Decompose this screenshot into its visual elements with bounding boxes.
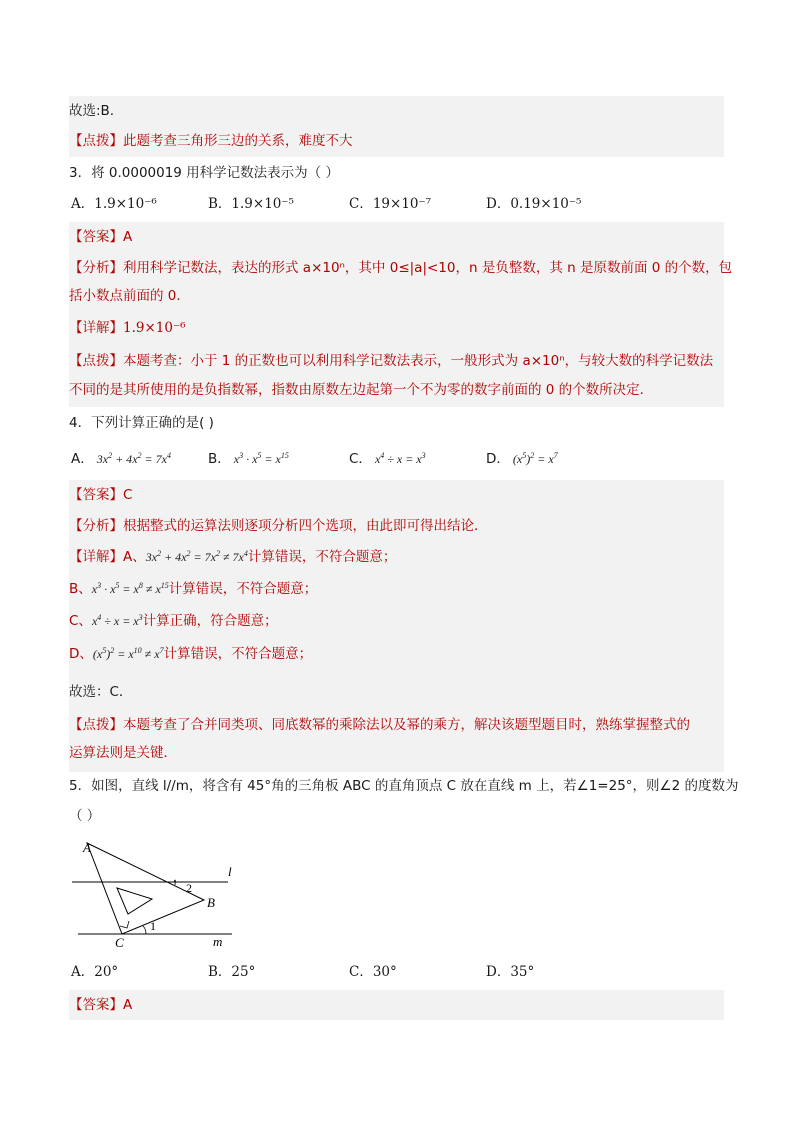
q4-guxuan: 故选：C．	[69, 684, 133, 700]
label-angle-2: 2	[186, 881, 192, 895]
q3-option-c: C．19×10⁻⁷	[349, 196, 432, 212]
q3-option-a: A．1.9×10⁻⁶	[71, 196, 157, 212]
q2-guxuan: 故选:B.	[69, 103, 115, 119]
detail-prefix: B、	[69, 581, 92, 597]
fenxi-text: 根据整式的运算法则逐项分析四个选项，由此即可得出结论．	[123, 518, 488, 534]
option-letter: C．	[349, 451, 372, 467]
detail-a-expr: $3x^2 + 4x^2 = 7x^2 \ne 7x^4$	[145, 549, 248, 564]
dianbo-text: 此题考查三角形三边的关系，难度不大	[123, 133, 353, 149]
q3-option-b: B．1.9×10⁻⁵	[208, 196, 294, 212]
solution-block-q4	[69, 480, 724, 772]
dianbo-tag: 【点拨】	[69, 133, 123, 149]
option-letter: B．	[208, 451, 231, 467]
answer-tag: 【答案】	[69, 997, 123, 1013]
q4-stem: 4．下列计算正确的是( )	[69, 415, 214, 431]
q2-dianbo	[69, 132, 724, 150]
answer-value: A	[123, 997, 133, 1013]
q3-fenxi-line2: 括小数点前面的 0.	[69, 288, 181, 304]
q4-detail-a	[69, 548, 724, 566]
q5-stem-line2: （ ）	[69, 808, 101, 824]
angle-1-arc	[143, 926, 146, 934]
detail-prefix: C、	[69, 613, 92, 629]
q4-option-a	[71, 450, 171, 468]
solution-block-q3	[69, 222, 733, 407]
q5-answer	[69, 996, 724, 1014]
fenxi-tag: 【分析】	[69, 260, 123, 276]
option-letter: A．	[71, 451, 94, 467]
q4-dianbo-line1	[69, 716, 724, 734]
answer-tag: 【答案】	[69, 229, 123, 245]
answer-value: C	[123, 487, 133, 503]
q3-option-d: D．0.19×10⁻⁵	[486, 196, 582, 212]
fenxi-tag: 【分析】	[69, 518, 123, 534]
detail-prefix: D、	[69, 646, 93, 662]
q5-option-d: D．35°	[486, 964, 535, 980]
q4-expr-c: $x^4 \div x = x^3$	[374, 451, 426, 466]
dianbo-tag: 【点拨】	[69, 717, 123, 733]
detail-b-expr: $x^3 \cdot x^5 = x^8 \ne x^{15}$	[91, 581, 169, 596]
q4-fenxi	[69, 517, 724, 535]
q4-detail-d	[69, 645, 724, 663]
label-angle-1: 1	[150, 919, 156, 933]
label-c: C	[115, 935, 124, 950]
q4-expr-b: $x^3 \cdot x^5 = x^{15}$	[233, 451, 289, 466]
label-l: l	[228, 864, 232, 879]
dianbo-text: 本题考查：小于 1 的正数也可以利用科学记数法表示，一般形式为 a×10ⁿ，与较大数的科学记数法	[123, 353, 714, 369]
fenxi-text: 利用科学记数法，表达的形式 a×10ⁿ，其中 0≤|a|<10，n 是负整数，其 n 是原数前面 0 的个数，包	[123, 260, 733, 276]
label-a: A	[83, 840, 91, 855]
label-b: B	[207, 895, 215, 910]
dianbo-text: 本题考查了合并同类项、同底数幂的乘除法以及幂的乘方，解决该题型题目时，熟练掌握整式的	[123, 717, 690, 733]
q4-dianbo-line2: 运算法则是关键．	[69, 745, 177, 761]
q3-answer	[69, 228, 724, 246]
angle-2-arc	[174, 880, 175, 885]
detail-suffix: 计算错误，不符合题意；	[168, 581, 318, 597]
detail-prefix: A、	[123, 549, 146, 565]
q4-option-b	[208, 450, 289, 468]
q3-dianbo-line2: 不同的是其所使用的是负指数幂，指数由原数左边起第一个不为零的数字前面的 0 的个数所决定．	[69, 382, 654, 398]
solution-block-q2	[69, 96, 724, 157]
xiangjie-tag: 【详解】	[69, 549, 123, 565]
solution-block-q5	[69, 990, 724, 1020]
q5-option-c: C．30°	[349, 964, 397, 980]
q4-detail-b	[69, 580, 724, 598]
dianbo-tag: 【点拨】	[69, 353, 123, 369]
label-m: m	[213, 934, 223, 949]
q3-fenxi-line1	[69, 259, 733, 277]
answer-tag: 【答案】	[69, 487, 123, 503]
q4-option-c	[349, 450, 426, 468]
detail-suffix: 计算错误，不符合题意；	[163, 646, 313, 662]
q3-xiangjie	[69, 319, 724, 337]
answer-value: A	[123, 229, 133, 245]
q5-option-b: B．25°	[208, 964, 256, 980]
option-letter: D．	[486, 451, 510, 467]
triangle-inner	[117, 888, 152, 914]
q4-answer	[69, 486, 724, 504]
xiangjie-tag: 【详解】	[69, 320, 123, 336]
q3-stem: 3．将 0.0000019 用科学记数法表示为（ ）	[69, 165, 339, 181]
q5-option-a: A．20°	[71, 964, 119, 980]
detail-d-expr: $(x^5)^2 = x^{10} \ne x^7$	[92, 646, 164, 661]
q4-expr-d: $(x^5)^2 = x^7$	[509, 451, 558, 466]
q4-detail-c	[69, 612, 724, 630]
q4-expr-a: $3x^2 + 4x^2 = 7x^4$	[93, 451, 171, 466]
xiangjie-text: 1.9×10⁻⁶	[123, 320, 186, 336]
q5-stem-line1: 5．如图，直线 l//m，将含有 45°角的三角板 ABC 的直角顶点 C 放在直线 m 上，若∠1=25°，则∠2 的度数为	[69, 778, 739, 794]
q4-option-d	[486, 450, 558, 468]
detail-suffix: 计算错误，不符合题意；	[247, 549, 397, 565]
detail-suffix: 计算正确，符合题意；	[142, 613, 278, 629]
q5-figure	[70, 836, 240, 950]
detail-c-expr: $x^4 \div x = x^3$	[91, 613, 143, 628]
right-angle-mark	[120, 921, 129, 928]
q3-dianbo-line1	[69, 352, 724, 370]
